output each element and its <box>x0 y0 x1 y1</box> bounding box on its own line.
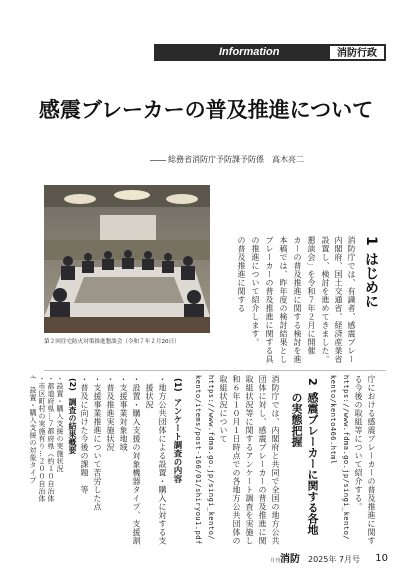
section2-col-3: 取組状況等に関するアンケート調査を実施し <box>245 375 254 545</box>
section2-link-1: https://www.fdma.go.jp/singi_kento/ <box>207 375 215 541</box>
footer-date: 2025年 7月号 <box>308 555 360 564</box>
section4-item-3: ・市区町村の実施有り…２００自治体 <box>38 375 46 503</box>
footer-brand: 消防 <box>280 554 300 565</box>
section3-item-2: 援状況 <box>145 375 154 409</box>
author-rule-left <box>150 160 166 161</box>
section1-col-7: ブレーカーの普及推進に関する具 <box>265 236 274 364</box>
photo-caption: 第２回住宅防火対策推進懇談会（令和７年２月20日） <box>44 339 180 345</box>
meeting-photo <box>44 185 210 333</box>
meeting-photo-image <box>44 185 210 333</box>
section1-heading: はじめに <box>363 252 379 308</box>
section4-heading-number: (2) <box>68 378 77 391</box>
section3-number: (1) <box>172 378 182 392</box>
section3-item-3: ・設置・購入支援の対象機器タイプ、支援割 <box>132 375 141 545</box>
section2-col-1: 消防庁では、内閣府と共同で全国の地方公共 <box>271 375 280 545</box>
section2-col-4: 和６年１０月１日時点での各地方公共団体の <box>232 375 241 545</box>
section1-col-1: 消防庁では、有識者、感震ブレー <box>347 236 356 364</box>
section3-heading: アンケート調査の内容 <box>172 398 182 483</box>
section2-number: 2 <box>306 378 319 386</box>
section1-col-8: の推進について紹介します。 <box>251 236 260 347</box>
section1-col-3: 設置し、検討を進めてきました。 <box>321 236 330 364</box>
header-section-en: Information <box>219 46 280 58</box>
section1-col-5: カーの普及推進に関する検討を進 <box>293 236 302 364</box>
section2-heading-a: 感震ブレーカーに関する各地 <box>306 392 319 535</box>
section1-col-2: 内閣府、国土交通省、経済産業省 <box>334 236 343 364</box>
section1-number: 1 <box>363 236 379 246</box>
section3-item-4: ・支援事業対象地域 <box>119 375 128 452</box>
section2-heading-b: の実態把握 <box>290 392 303 447</box>
right-top-link-2: kento/kento466.html <box>329 375 337 465</box>
section1-col-6: 本稿では、昨年度の検討結果とし <box>279 236 288 364</box>
page-title: 感震ブレーカーの普及推進について <box>38 97 374 122</box>
section4-heading: 調査の結果概要 <box>68 398 77 454</box>
section4-item-1: ・設置・購入支援の実施状況 <box>56 375 64 473</box>
section3-item-6: ・支援事業推進について苦労した点 <box>93 375 102 511</box>
header-section-jp: 消防行政 <box>329 45 385 60</box>
section2-col-2: 団体に対し、感震ブレーカーの普及推進に関 <box>258 375 267 545</box>
right-top-col-1: 庁における感震ブレーカーの普及推進に関す <box>367 375 376 545</box>
section4-item-4: ｲ 設置・購入支援の対象タイプ <box>29 375 37 484</box>
section2-col-5: 取組状況について <box>219 375 228 443</box>
right-top-link-1: https://www.fdma.go.jp/singi_kento/ <box>342 375 350 541</box>
section3-item-5: ・普及推進実施状況 <box>106 375 115 452</box>
footer-brand-small: 月刊 <box>270 558 281 564</box>
section1-col-4: 懇談会」を令和７年２月に開催 <box>307 236 316 355</box>
section4-item-2: ・都道府県…７都府県（約１０自治体 <box>47 375 55 503</box>
section3-item-1: ・地方公共団体による設置・購入に対する支 <box>158 375 167 545</box>
section1-col-9: の普及推進に関する <box>237 236 246 313</box>
author-line: 総務省消防庁予防課予防係 高木亮二 <box>168 155 304 164</box>
section3-item-7: ・普及に向けた今後の課題 等 <box>80 375 89 494</box>
page-number: 10 <box>375 553 388 564</box>
section2-link-2: kento/items/post-166/01/shiryou1.pdf <box>194 375 202 545</box>
divider-upper-lower <box>44 370 386 371</box>
right-top-col-2: る今後の取組等について紹介する。 <box>354 375 363 511</box>
